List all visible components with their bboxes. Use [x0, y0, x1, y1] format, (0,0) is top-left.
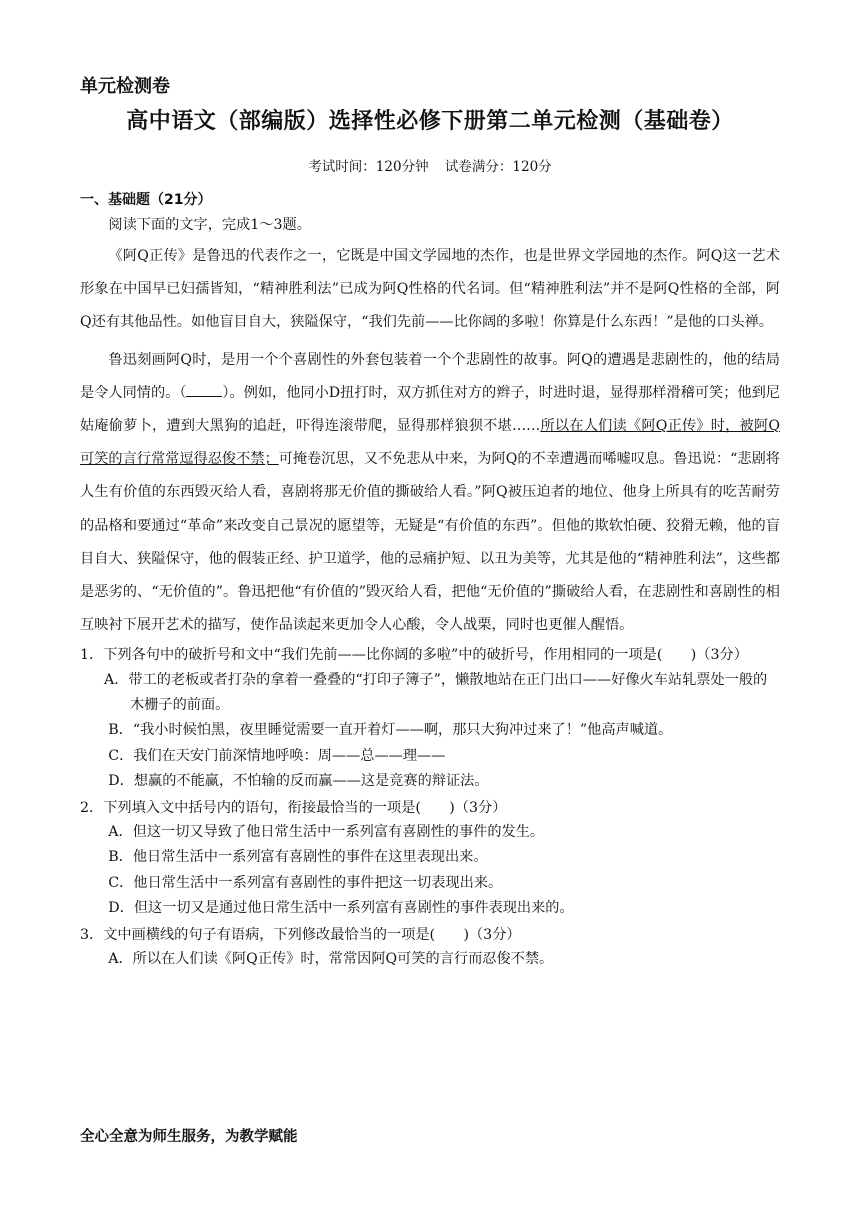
option-b: B．“我小时候怕黑，夜里睡觉需要一直开着灯——啊，那只大狗冲过来了！”他高声喊道。 — [108, 722, 673, 739]
page-footer: 全心全意为师生服务，为教学赋能 — [80, 1129, 298, 1145]
option-d: D．想赢的不能赢，不怕输的反而赢——这是竞赛的辩证法。 — [108, 773, 489, 790]
exam-meta — [0, 155, 860, 175]
page-title: 高中语文（部编版）选择性必修下册第二单元检测（基础卷） — [126, 109, 734, 134]
option-d: D．但这一切又是通过他日常生活中一系列富有喜剧性的事件表现出来的。 — [108, 900, 574, 917]
option-a: A．但这一切又导致了他日常生活中一系列富有喜剧性的事件的发生。 — [108, 823, 545, 840]
underlined-sentence: 所以在人们读《阿Q正传》时，被阿Q可笑的言行常常逗得忍俊不禁； — [80, 418, 780, 468]
question-stem: 3．文中画横线的句子有语病，下列修改最恰当的一项是( )（3分） — [80, 926, 521, 943]
exam-time: 考试时间：120分钟 — [308, 159, 429, 175]
passage-paragraph-1: 《阿Q正传》是鲁迅的代表作之一，它既是中国文学园地的杰作，也是世界文学园地的杰作。阿Q这一艺术形象在中国早已妇孺皆知，“精神胜利法”已成为阿Q性格的代名词。但“精神胜利法”并不是阿Q性格的全部，阿Q还有其他品性。如他盲目自大，狭隘保守，“我们先前——比你阔的多啦！你算是什么东西！”是他的口头禅。 — [80, 248, 780, 331]
question-2 — [80, 796, 780, 922]
section-heading: 一、基础题（21分） — [80, 192, 212, 208]
option-c: C．我们在天安门前深情地呼唤：周——总——理—— — [108, 747, 446, 764]
para2-part1: 鲁迅刻画阿Q时，是用一个个喜剧性的外套包装着一个个悲剧性的故事。阿Q的遭遇是悲剧性的，他的结局是令人同情的。（ — [80, 351, 780, 401]
answer-blank — [186, 382, 222, 397]
option-a: A．带工的老板或者打杂的拿着一叠叠的“打印子簿子”，懒散地站在正门出口——好像火车站轧票处一般的木栅子的前面。 — [104, 672, 768, 714]
para2-part3: 可掩卷沉思，又不免悲从中来，为阿Q的不幸遭遇而唏嘘叹息。鲁迅说：“悲剧将人生有价值的东西毁灭给人看，喜剧将那无价值的撕破给人看。”阿Q被压迫者的地位、他身上所具有的吃苦耐劳的品格和要通过“革命”来改变自己景况的愿望等，无疑是“有价值的东西”。但他的欺软怕硬、狡猾无赖，他的盲目自大、狭隘保守，他的假装正经、护卫道学，他的忌痛护短、以丑为美等，尤其是他的“精神胜利法”，这些都是恶劣的、“无价值的”。鲁迅把他“有价值的”毁灭给人看，把他“无价值的”撕破给人看，在悲剧性和喜剧性的相互映衬下展开艺术的描写，使作品读起来更加令人心酸，令人战栗，同时也更催人醒悟。 — [80, 451, 780, 634]
exam-score: 试卷满分：120分 — [444, 159, 552, 175]
option-c: C．他日常生活中一系列富有喜剧性的事件把这一切表现出来。 — [108, 874, 503, 891]
question-stem: 2．下列填入文中括号内的语句，衔接最恰当的一项是( )（3分） — [80, 799, 507, 816]
para2-part2: ）。例如，他同小D扭打时，双方抓住对方的辫子，时进时退，显得那样滑稽可笑；他到尼姑庵偷萝卜，遭到大黑狗的追赶，吓得连滚带爬，显得那样狼狈不堪…… — [80, 384, 780, 435]
option-b: B．他日常生活中一系列富有喜剧性的事件在这里表现出来。 — [108, 849, 488, 866]
question-stem: 1．下列各句中的破折号和文中“我们先前——比你阔的多啦”中的破折号，作用相同的一项是( )（3分） — [80, 647, 748, 664]
option-a: A．所以在人们读《阿Q正传》时，常常因阿Q可笑的言行而忍俊不禁。 — [108, 950, 554, 967]
reading-instruction: 阅读下面的文字，完成1～3题。 — [108, 217, 311, 233]
question-3 — [80, 923, 780, 973]
content — [80, 188, 780, 972]
passage-paragraph-2 — [80, 344, 780, 643]
header-label: 单元检测卷 — [80, 76, 170, 97]
question-1 — [80, 643, 780, 795]
